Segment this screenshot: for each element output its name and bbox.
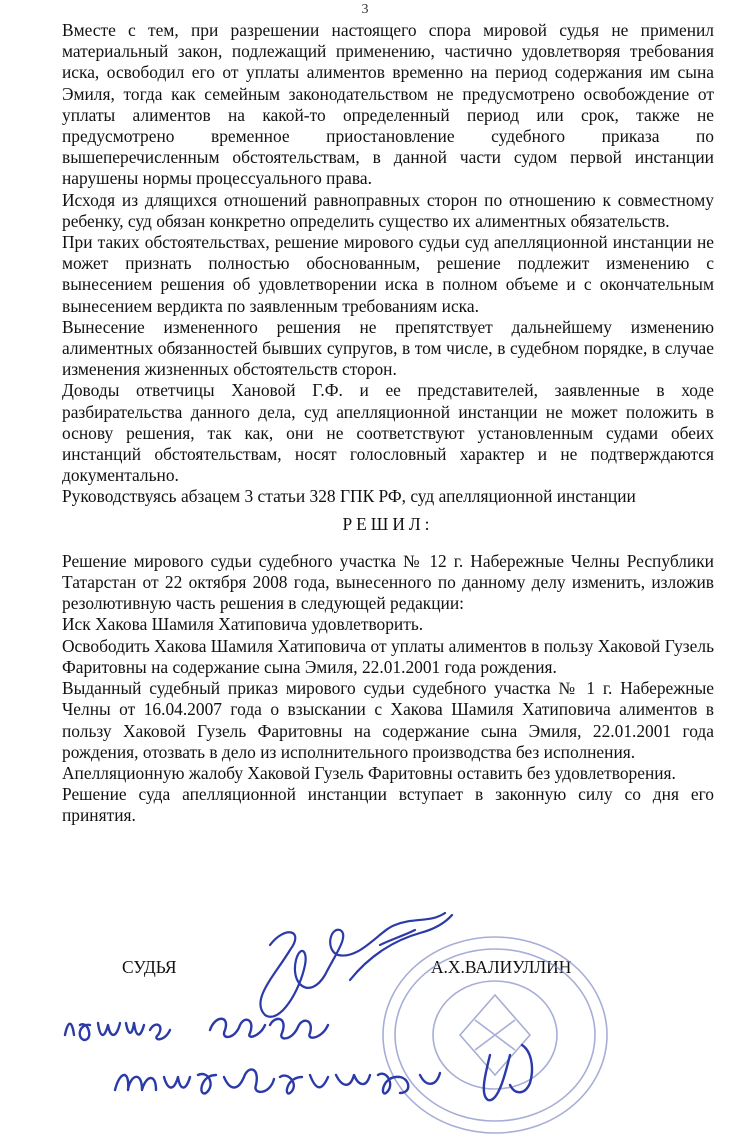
judge-name: А.Х.ВАЛИУЛЛИН [431,957,572,977]
decision-paragraph: Апелляционную жалобу Хаковой Гузель Фаритовны оставить без удовлетворения. [62,762,676,783]
decision-paragraph: Освободить Хакова Шамиля Хатиповича от уплаты алиментов в пользу Хаковой Гузель Фаритовны на содержание сына Эмиля, 22.01.2001 года рождения. [62,635,714,677]
decision-paragraph: Иск Хакова Шамиля Хатиповича удовлетворить. [62,614,424,635]
decision-paragraph: Выданный судебный приказ мирового судьи судебного участка № 1 г. Набережные Челны от 16.04.2007 года о взыскании с Хакова Шамиля Хатиповича алиментов в пользу Хаковой Гузель Фаритовны на содержание сына Эмиля, 22.01.2001 года рождения, отозвать в дело из исполнительного производства без исполнения. [62,678,714,762]
signature-block [0,905,730,1125]
body-paragraph: Исходя из длящихся отношений равноправных сторон по отношению к совместному ребенку, суд обязан конкретно определить существо их алиментных обязательств. [62,189,714,231]
body-paragraph: Вместе с тем, при разрешении настоящего спора мировой судья не применил материальный закон, подлежащий применению, частично удовлетворяя требования иска, освободил его от уплаты алиментов временно на период содержания им сына Эмиля, тогда как семейным законодательством не предусмотрено освобождение от уплаты алиментов на какой-то определенный период или срок, также не предусмотрено временное приостановление судебного приказа по вышеперечисленным обстоятельствам, в данной части судом первой инстанции нарушены нормы процессуального права. [62,20,714,189]
body-paragraph: Доводы ответчицы Хановой Г.Ф. и ее представителей, заявленные в ходе разбирательства данного дела, суд апелляционной инстанции не может положить в основу решения, так как, они не соответствуют установленным судами обеих инстанций обстоятельствам, носят голословный характер и не подтверждаются документально. [62,380,714,486]
body-paragraph: Вынесение измененного решения не препятствует дальнейшему изменению алиментных обязанностей бывших супругов, в том числе, в судебном порядке, в случае изменения жизненных обстоятельств сторон. [62,316,714,380]
body-paragraph: При таких обстоятельствах, решение мирового судьи суд апелляционной инстанции не может признать полностью обоснованным, решение подлежит изменению с вынесением решения об удовлетворении иска в полном объеме и с окончательным вынесением вердикта по заявленным требованиям иска. [62,232,714,316]
page-number: 3 [361,2,369,17]
handwritten-certification-note [60,995,560,1125]
judge-label: СУДЬЯ [122,957,177,977]
decision-paragraph: Решение суда апелляционной инстанции вступает в законную силу со дня его принятия. [62,784,714,826]
decision-heading: РЕШИЛ: [342,513,434,534]
document-body [62,20,714,827]
body-paragraph: Руководствуясь абзацем 3 статьи 328 ГПК РФ, суд апелляционной инстанции [62,486,636,507]
decision-paragraph: Решение мирового судьи судебного участка № 12 г. Набережные Челны Республики Татарстан от 22 октября 2008 года, вынесенного по данному делу изменить, изложив резолютивную часть решения в следующей редакции: [62,550,714,614]
